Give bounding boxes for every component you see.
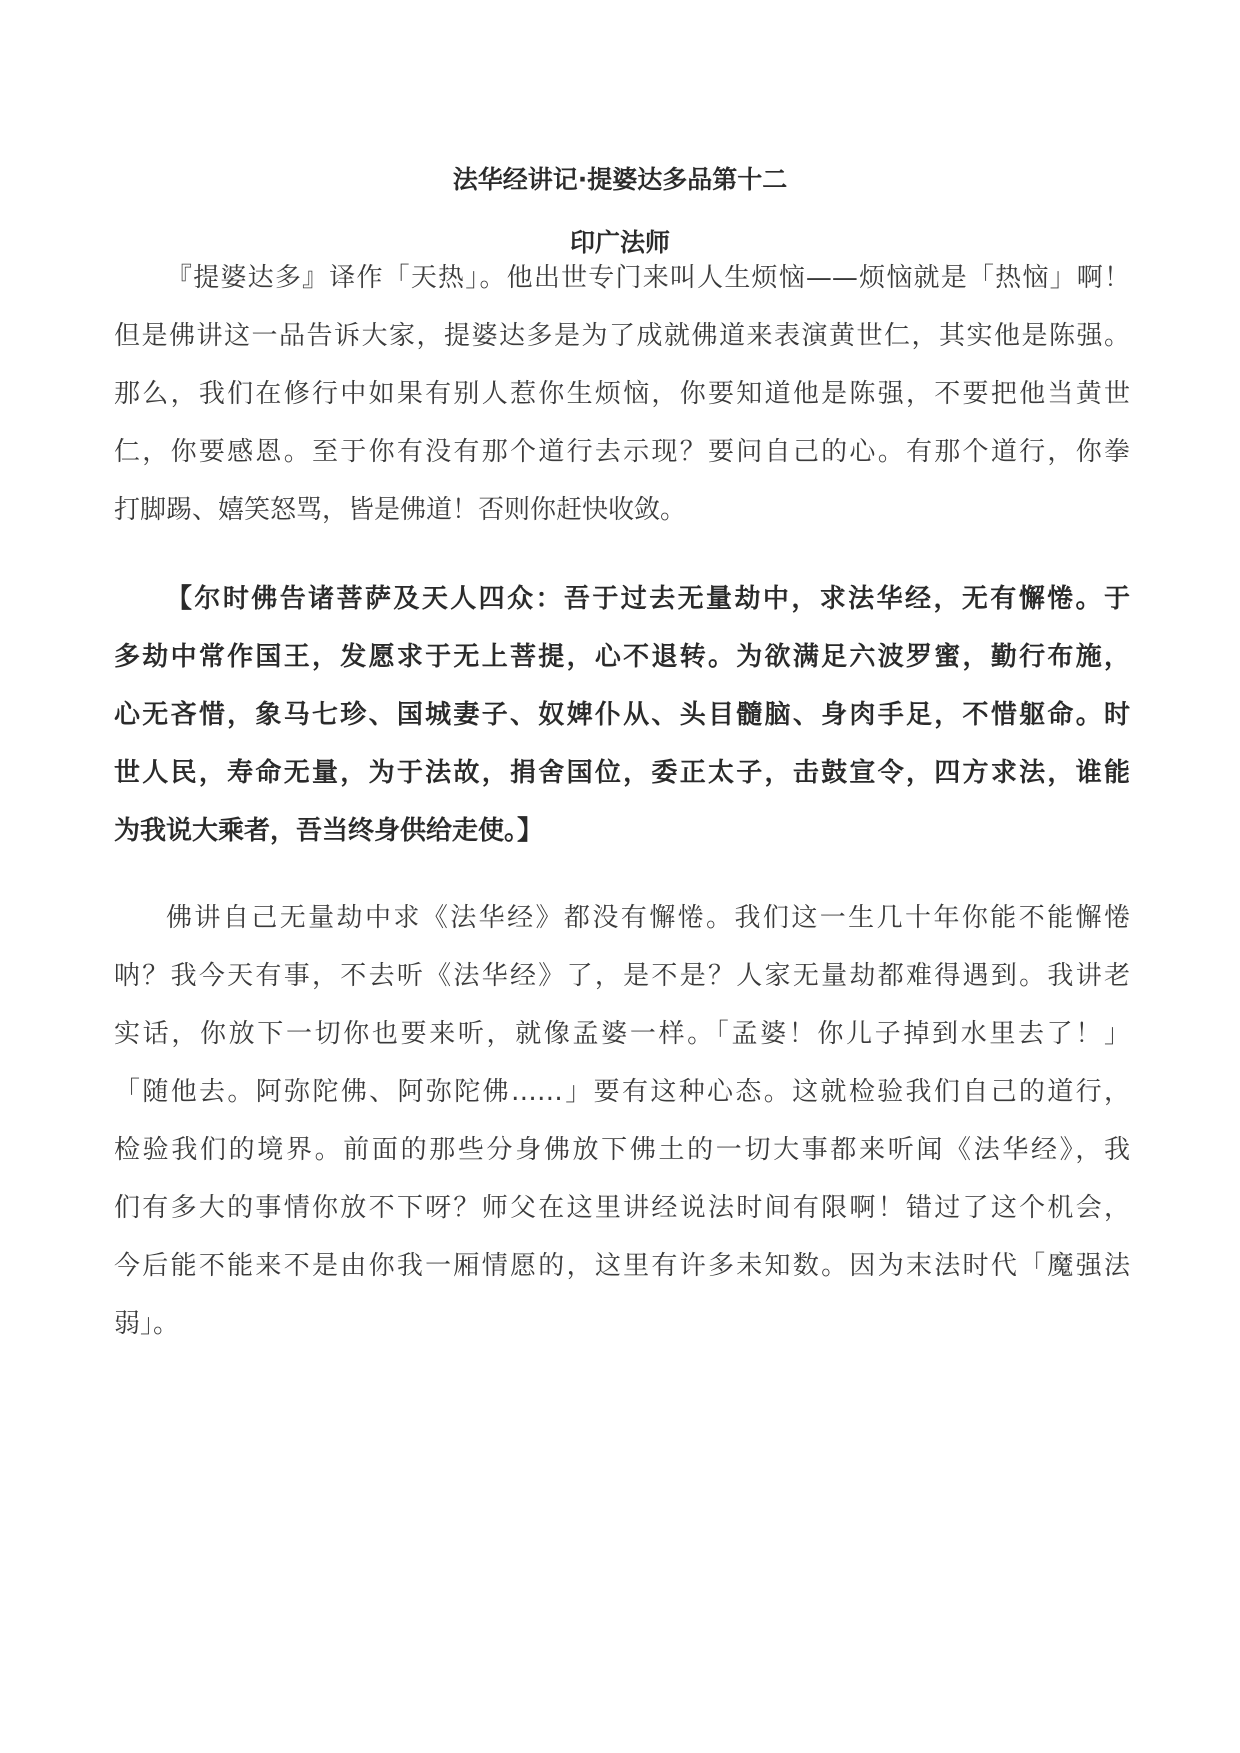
paragraph-line: 仁，你要感恩。至于你有没有那个道行去示现？要问自己的心。有那个道行，你拳: [114, 437, 1130, 467]
document-author: 印广法师: [569, 228, 670, 257]
quote-line: 多劫中常作国王，发愿求于无上菩提，心不退转。为欲满足六波罗蜜，勤行布施，: [114, 642, 1130, 672]
paragraph-line: 检验我们的境界。前面的那些分身佛放下佛土的一切大事都来听闻《法华经》，我: [114, 1135, 1130, 1165]
paragraph-line: 『提婆达多』译作「天热」。他出世专门来叫人生烦恼——烦恼就是「热恼」啊！: [166, 263, 1130, 293]
paragraph-line: 呐？我今天有事，不去听《法华经》了，是不是？人家无量劫都难得遇到。我讲老: [114, 961, 1130, 991]
quote-line: 为我说大乘者，吾当终身供给走使。】: [114, 816, 544, 846]
paragraph-line: 佛讲自己无量劫中求《法华经》都没有懈惓。我们这一生几十年你能不能懈惓: [166, 903, 1130, 933]
document-title: 法华经讲记·提婆达多品第十二: [452, 165, 788, 194]
paragraph-line: 那么，我们在修行中如果有别人惹你生烦恼，你要知道他是陈强，不要把他当黄世: [114, 379, 1130, 409]
quote-line: 【尔时佛告诸菩萨及天人四众：吾于过去无量劫中，求法华经，无有懈惓。于: [166, 584, 1130, 614]
quote-line: 心无吝惜，象马七珍、国城妻子、奴婢仆从、头目髓脑、身肉手足，不惜躯命。时: [114, 700, 1130, 730]
paragraph-line: 「随他去。阿弥陀佛、阿弥陀佛……」要有这种心态。这就检验我们自己的道行，: [114, 1077, 1130, 1107]
paragraph-line: 们有多大的事情你放不下呀？师父在这里讲经说法时间有限啊！错过了这个机会，: [114, 1193, 1130, 1223]
paragraph-line: 打脚踢、嬉笑怒骂，皆是佛道！否则你赶快收敛。: [114, 495, 687, 525]
quote-line: 世人民，寿命无量，为于法故，捐舍国位，委正太子，击鼓宣令，四方求法，谁能: [114, 758, 1130, 788]
paragraph-line: 实话，你放下一切你也要来听，就像孟婆一样。「孟婆！你儿子掉到水里去了！」: [114, 1019, 1130, 1049]
paragraph-line: 今后能不能来不是由你我一厢情愿的，这里有许多未知数。因为末法时代「魔强法: [114, 1251, 1130, 1281]
paragraph-line: 但是佛讲这一品告诉大家，提婆达多是为了成就佛道来表演黄世仁，其实他是陈强。: [114, 321, 1130, 351]
paragraph-line: 弱」。: [114, 1309, 180, 1339]
